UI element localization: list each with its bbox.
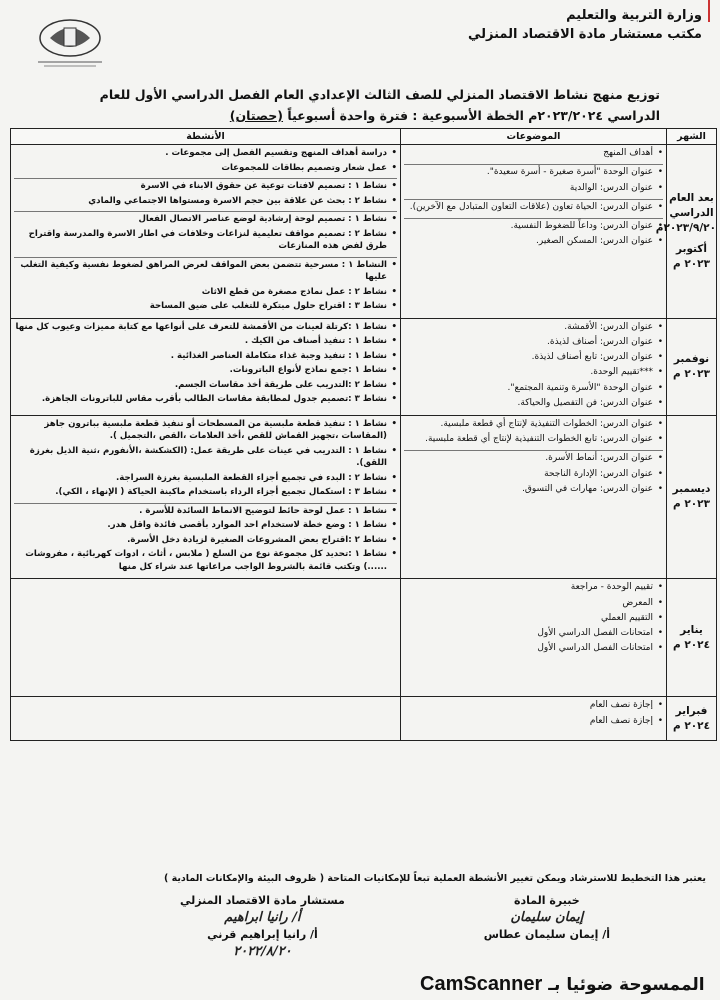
topics-cell (401, 145, 667, 319)
month-cell (667, 697, 717, 741)
activity-item: • نشاط ١ : تنفيذ وجبة غذاء متكاملة العناصر الغذائية . (14, 350, 387, 363)
topic-item: • عنوان الدرس: تابع أصناف لذيذة. (404, 351, 653, 364)
title-line-2 (40, 105, 660, 126)
activities-cell (11, 697, 401, 741)
month-label-line: ٢٠٢٣ م (673, 257, 710, 270)
topic-list (404, 166, 663, 194)
month-cell (667, 579, 717, 697)
topics-cell (401, 318, 667, 415)
topic-list (404, 699, 663, 727)
activity-item: • نشاط ٣ : استكمال تجميع أجزاء الرداء باستخدام ماكينة الحياكة ( الإنهاء ، الكي). (14, 486, 387, 499)
topic-item: • عنوان الدرس: الوالدية (404, 182, 653, 195)
month-label-line: بعد العام الدراسي (669, 191, 714, 219)
ministry-name: وزارة التربية والتعليم (566, 8, 702, 23)
activity-item: • نشاط ٢ : عمل نماذج مصغرة من قطع الاثاث (14, 286, 387, 299)
topic-item: • عنوان الدرس: وداعاً للضغوط النفسية. (404, 220, 653, 233)
consultant-handwritten-signature: أ/ رانيا ابراهيم (224, 910, 301, 925)
expert-handwritten-signature: إيمان سليمان (510, 910, 584, 925)
topic-item: • عنوان الدرس: الخطوات التنفيذية لإنتاج أي قطعة ملبسية. (404, 418, 653, 431)
topic-item: • امتحانات الفصل الدراسي الأول (404, 627, 653, 640)
topic-group (404, 698, 663, 731)
topics-cell (401, 579, 667, 697)
activity-group (14, 320, 397, 410)
title-line-1: توزيع منهج نشاط الاقتصاد المنزلي للصف الثالث الإعدادي العام الفصل الدراسي الأول للعام (99, 87, 660, 102)
month-label-line: ٢٠٢٣ م (673, 498, 710, 511)
topic-item: • ***تقييم الوحدة. (404, 366, 653, 379)
table-body (11, 145, 717, 741)
month-label-line: يناير (680, 623, 703, 636)
month-label-line: أكتوبر (675, 242, 708, 255)
topic-item: • عنوان الدرس: فن التفصيل والحياكة. (404, 397, 653, 410)
topic-group (404, 165, 663, 199)
activity-item: • نشاط ١ : تنفيذ أصناف من الكيك . (14, 335, 387, 348)
footer-note: يعتبر هذا التخطيط للاسترشاد ويمكن تغيير الأنشطة العملية تبعاً للإمكانيات المتاحة ( ظروف البيئة والإمكانات المادية ) (163, 873, 706, 884)
topics-cell (401, 415, 667, 579)
header-topics: الموضوعات (401, 129, 667, 145)
topic-item: • تقييم الوحدة - مراجعة (404, 581, 653, 594)
camscanner-watermark (420, 973, 705, 996)
table-row (11, 697, 717, 741)
activity-item: • نشاط ٣ : اقتراح حلول مبتكرة للتغلب على ضيق المساحة (14, 300, 387, 313)
activity-list (14, 418, 397, 499)
topic-item: • امتحانات الفصل الدراسي الأول (404, 642, 653, 655)
signature-date: ٢٠٢٢/٨/٢٠ (233, 944, 292, 959)
topic-item: • عنوان الدرس: المسكن الصغير. (404, 235, 653, 248)
header-activities: الأنشطة (11, 129, 401, 145)
month-cell (655, 145, 717, 319)
activities-cell (11, 579, 401, 697)
activity-group (14, 417, 397, 504)
activity-item: • نشاط ١ : تصميم لافتات توعية عن حقوق الابناء في الاسرة (14, 180, 387, 193)
topic-item: • عنوان الدرس: الأقمشة. (404, 321, 653, 334)
activity-list (14, 180, 397, 207)
topic-item: • عنوان الدرس: أنماط الأسرة. (404, 452, 653, 465)
header-month: الشهر (667, 129, 717, 145)
table-header-row (11, 129, 717, 145)
topic-list (404, 220, 663, 248)
month-label-line: ديسمبر (672, 483, 711, 496)
camscanner-arabic: الممسوحة ضوئيا بـ (548, 975, 705, 995)
expert-role: خبيرة المادة (514, 894, 580, 907)
month-label-line: ٢٠٢٤ م (673, 719, 710, 732)
topic-item: • عنوان الدرس: مهارات في التسوق. (404, 483, 653, 496)
topic-list (404, 581, 663, 655)
topic-item: • إجازة نصف العام (404, 699, 653, 712)
topic-item: • عنوان الوحدة "أسرة صغيرة - أسرة سعيدة". (404, 166, 653, 179)
activity-item: • نشاط ١ : وضع خطة لاستخدام احد الموارد بأقصى فائدة واقل هدر. (14, 519, 387, 532)
month-label-line: ٢٠٢٣ م (673, 367, 710, 380)
activity-item: • نشاط ١ : التدريب في عينات على طريقة عمل: (الكشكشة ،الأنفورم ،ثنية الذيل بغرزة اللقق). (14, 445, 387, 470)
topics-cell (401, 697, 667, 741)
topic-group (404, 320, 663, 414)
month-cell (667, 318, 717, 415)
topic-group (404, 417, 663, 451)
table-row (11, 579, 717, 697)
topic-group (404, 580, 663, 659)
month-label-line: نوفمبر (673, 352, 710, 365)
topic-item: • أهداف المنهج (404, 147, 653, 160)
activity-group (14, 179, 397, 212)
activity-item: • نشاط ٢ : بحث عن علاقة بين حجم الاسرة ومستواها الاجتماعي والمادي (14, 195, 387, 208)
activity-item: • نشاط ١ :كرتلة لعينات من الأقمشة للتعرف على أنواعها مع كتابة مميزات وعيوب كل منها (14, 321, 387, 334)
topic-list (404, 418, 663, 446)
camscanner-logo-text: CamScanner (420, 973, 543, 995)
header-block (468, 6, 702, 44)
table-row (11, 318, 717, 415)
topic-item: • عنوان الدرس: أصناف لذيذة. (404, 336, 653, 349)
topic-item: • إجازة نصف العام (404, 715, 653, 728)
document-title (40, 84, 660, 126)
curriculum-table (10, 128, 717, 741)
topic-list (404, 147, 663, 160)
activities-cell (11, 318, 401, 415)
activity-list (14, 259, 397, 313)
activity-list (14, 505, 397, 574)
consultant-name: أ/ رانيا إبراهيم قرني (207, 928, 318, 941)
activity-item: • نشاط ١ :جمع نماذج لأنواع الباترونات. (14, 364, 387, 377)
title-line-2-highlight: (حصتان) (229, 108, 284, 123)
activity-item: • نشاط ٢ : تصميم مواقف تعليمية لنزاعات وخلافات في اطار الاسرة والمدرسة واقتراح طرق لفض هذه المنازعات (14, 228, 387, 253)
expert-name: أ/ إيمان سليمان عطاس (483, 928, 610, 941)
title-line-2-text: الدراسي ٢٠٢٣/٢٠٢٤م الخطة الأسبوعية : فترة واحدة أسبوعياً (287, 108, 660, 123)
office-name: مكتب مستشار مادة الاقتصاد المنزلي (467, 27, 702, 42)
table-row (11, 415, 717, 579)
topic-item: • المعرض (404, 597, 653, 610)
activity-group (14, 258, 397, 317)
topic-item: • عنوان الوحدة "الأسرة وتنمية المجتمع". (404, 382, 653, 395)
activity-group (14, 698, 397, 701)
topic-list (404, 321, 663, 410)
month-label-line: ٢٠٢٤ م (673, 638, 710, 651)
activity-group (14, 504, 397, 578)
activity-item: • نشاط ٢ : البدء في تجميع أجزاء القطعة الملبسية بغرزة السراجة. (14, 472, 387, 485)
topic-group (404, 451, 663, 500)
activity-list (14, 321, 397, 406)
table-row (11, 145, 717, 319)
activity-list (14, 147, 397, 174)
activity-item: • عمل شعار وتصميم بطاقات للمجموعات (14, 162, 387, 175)
activity-group (14, 146, 397, 179)
activity-item: • نشاط ١ :تحديد كل مجموعة نوع من السلع ( ملابس ، أثاث ، ادوات كهربائية ، مفروشات ......) وتكتب قائمة بالشروط الواجب مراعاتها عند شراء كل منها (14, 548, 387, 573)
activity-list (14, 213, 397, 253)
activity-item: • النشاط ١ : مسرحية تتضمن بعض المواقف لعرض المراهق لضغوط نفسية وكيفية التغلب عليها (14, 259, 387, 284)
topic-item: • عنوان الدرس: الحياة تعاون (علاقات التعاون المتبادل مع الآخرين). (404, 201, 653, 214)
topic-group (404, 146, 663, 165)
activities-cell (11, 415, 401, 579)
ministry-logo-icon (28, 10, 112, 70)
month-label-line: ٢٠٢٣/٩/٢٠م (655, 221, 716, 234)
activity-group (14, 580, 397, 583)
activity-group (14, 212, 397, 258)
topic-list (404, 452, 663, 496)
signature-expert (484, 892, 610, 943)
topic-item: • التقييم العملي (404, 612, 653, 625)
month-cell (667, 415, 717, 579)
activities-cell (11, 145, 401, 319)
month-label-line: فبراير (675, 704, 708, 717)
activity-item: • دراسة أهداف المنهج وتقسيم الفصل إلى مجموعات . (14, 147, 387, 160)
topic-group (404, 219, 663, 252)
activity-item: • نشاط ١ : تصميم لوحة إرشادية لوضع عناصر الاتصال الفعال (14, 213, 387, 226)
activity-item: • نشاط ١ : تنفيذ قطعة ملبسية من المسطحات أو تنفيذ قطعة ملبسية بباترون جاهز (المقاسات ،تجهيز القماش للقص ،أخذ العلامات ،القص ،التجميل ). (14, 418, 387, 443)
activity-item: • نشاط ٣ :تصميم جدول لمطابقة مقاسات الطالب بأقرب مقاس للباترونات الجاهزة. (14, 393, 387, 406)
signature-consultant (180, 892, 345, 960)
topic-group (404, 200, 663, 219)
topic-item: • عنوان الدرس: الإدارة الناجحة (404, 468, 653, 481)
consultant-role: مستشار مادة الاقتصاد المنزلي (180, 894, 345, 907)
activity-item: • نشاط ٢ :اقتراح بعض المشروعات الصغيرة لزيادة دخل الأسرة. (14, 534, 387, 547)
topic-item: • عنوان الدرس: تابع الخطوات التنفيذية لإنتاج أي قطعة ملبسية. (404, 433, 653, 446)
topic-list (404, 201, 663, 214)
activity-item: • نشاط ٢ :التدريب على طريقة أخذ مقاسات الجسم. (14, 379, 387, 392)
activity-item: • نشاط ١ : عمل لوحة حائط لتوضيح الانماط السائدة للأسرة . (14, 505, 387, 518)
